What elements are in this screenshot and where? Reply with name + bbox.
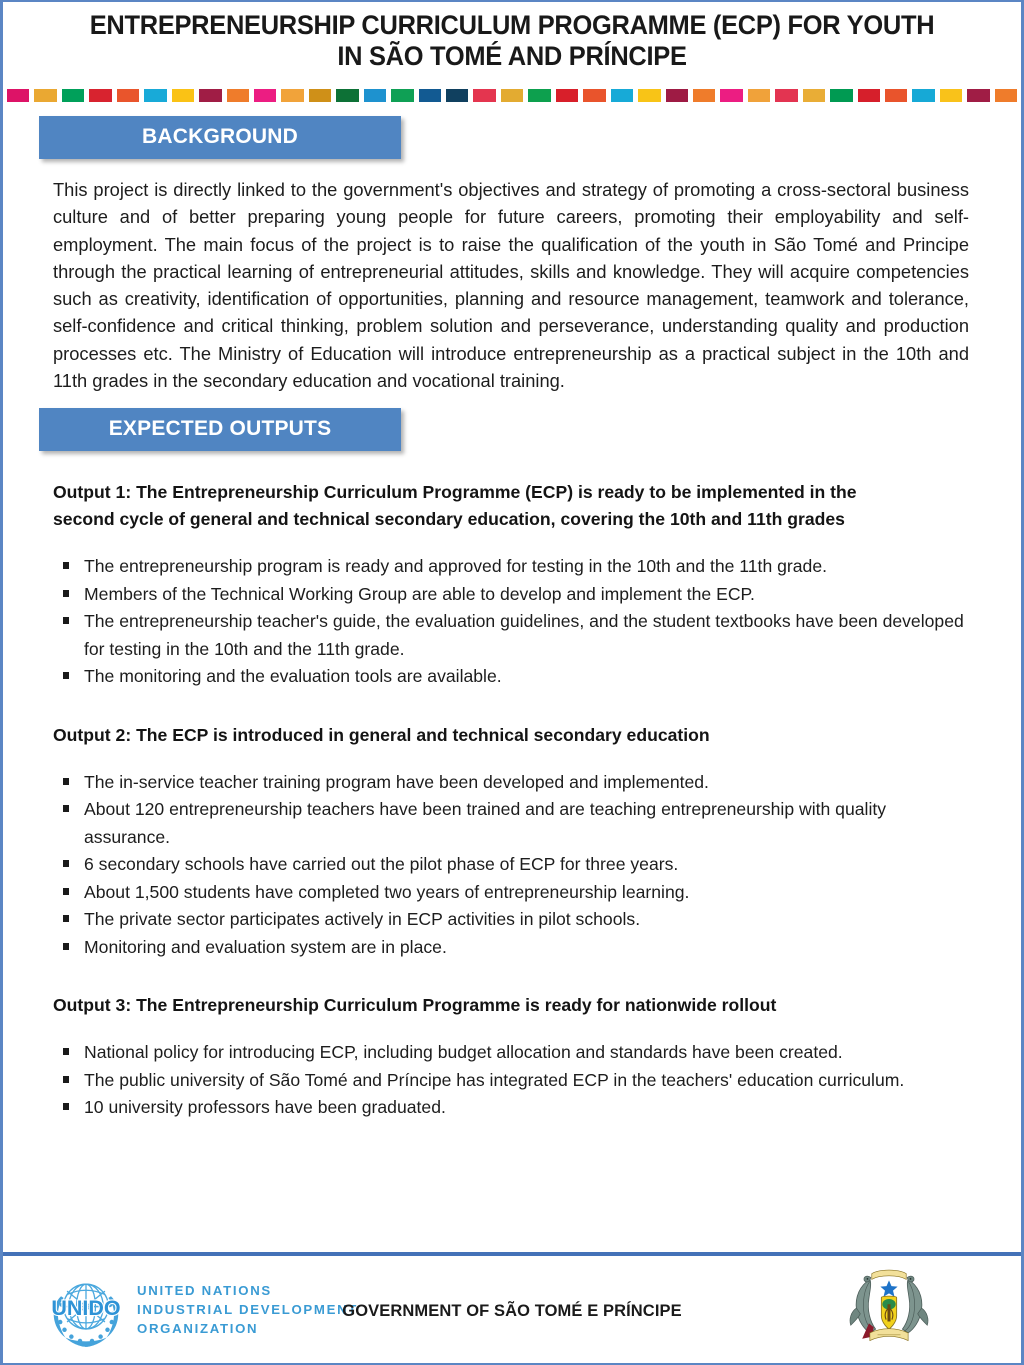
sdg-color-chip xyxy=(583,89,605,102)
list-item-text: National policy for introducing ECP, including budget allocation and standards have been created. xyxy=(84,1042,843,1063)
sdg-color-chip xyxy=(775,89,797,102)
list-item-text: About 1,500 students have completed two years of entrepreneurship learning. xyxy=(84,881,690,902)
sdg-color-chip xyxy=(254,89,276,102)
sdg-color-chip xyxy=(912,89,934,102)
spacer xyxy=(3,394,1021,408)
government-label: GOVERNMENT OF SÃO TOMÉ E PRÍNCIPE xyxy=(342,1302,682,1320)
sdg-color-chip xyxy=(995,89,1017,102)
sdg-color-chip xyxy=(89,89,111,102)
square-bullet-icon xyxy=(63,1076,69,1083)
list-item-text: 10 university professors have been graduated. xyxy=(84,1097,446,1118)
list-item-text: About 120 entrepreneurship teachers have been trained and are teaching entrepreneurship with quality assurance. xyxy=(84,799,887,847)
expected-outputs-banner-wrap xyxy=(3,408,1021,451)
list-item-text: The monitoring and the evaluation tools are available. xyxy=(84,666,502,687)
sdg-color-chip xyxy=(638,89,660,102)
list-item-text: The entrepreneurship teacher's guide, the evaluation guidelines, and the student textbooks have been developed for testing in the 10th and the 11th grade. xyxy=(84,611,964,659)
expected-outputs-banner: EXPECTED OUTPUTS xyxy=(39,408,401,451)
page-title-line-2: IN SÃO TOMÉ AND PRÍNCIPE xyxy=(337,41,687,71)
sdg-color-chip xyxy=(858,89,880,102)
square-bullet-icon xyxy=(63,888,69,895)
list-item xyxy=(53,553,969,581)
sdg-color-chip xyxy=(391,89,413,102)
spacer xyxy=(53,533,969,547)
sdg-color-chip xyxy=(967,89,989,102)
sdg-color-chip xyxy=(117,89,139,102)
spacer xyxy=(53,749,969,763)
background-banner: BACKGROUND xyxy=(39,116,401,159)
list-item-text: Members of the Technical Working Group are able to develop and implement the ECP. xyxy=(84,583,755,604)
list-item xyxy=(53,581,969,609)
sdg-color-chip xyxy=(611,89,633,102)
square-bullet-icon xyxy=(63,778,69,785)
square-bullet-icon xyxy=(63,1103,69,1110)
spacer xyxy=(3,102,1021,116)
sdg-color-chip xyxy=(885,89,907,102)
spacer xyxy=(3,451,1021,479)
expected-outputs-content xyxy=(3,479,1021,1122)
spacer xyxy=(53,1019,969,1033)
sdg-color-bar xyxy=(3,83,1021,102)
sdg-color-chip xyxy=(830,89,852,102)
list-item-text: 6 secondary schools have carried out the pilot phase of ECP for three years. xyxy=(84,854,679,875)
sdg-color-chip xyxy=(693,89,715,102)
square-bullet-icon xyxy=(63,562,69,569)
list-item-text: Monitoring and evaluation system are in place. xyxy=(84,936,447,957)
square-bullet-icon xyxy=(63,617,69,624)
background-paragraph: This project is directly linked to the government's objectives and strategy of promoting a cross-sectoral business culture and of better preparing young people for future careers, promoting their employability and self-employment. The main focus of the project is to raise the qualification of the youth in São Tomé and Principe through the practical learning of entrepreneurial attitudes, skills and knowledge. They will acquire competencies such as creativity, identification of opportunities, planning and resource management, teamwork and tolerance, self-confidence and critical thinking, problem solution and perseverance, understanding quality and production processes etc. The Ministry of Education will introduce entrepreneurship as a practical subject in the 10th and 11th grades in the secondary education and vocational training. xyxy=(53,179,969,392)
list-item xyxy=(53,608,969,663)
square-bullet-icon xyxy=(63,943,69,950)
output-bullet-list xyxy=(53,1039,969,1122)
sdg-color-chip xyxy=(803,89,825,102)
sdg-color-chip xyxy=(419,89,441,102)
background-banner-wrap xyxy=(3,116,1021,159)
spacer xyxy=(53,961,969,992)
sao-tome-coat-of-arms-icon xyxy=(841,1266,937,1354)
sdg-color-chip xyxy=(556,89,578,102)
sdg-color-chip xyxy=(501,89,523,102)
sdg-color-chip xyxy=(336,89,358,102)
output-bullet-list xyxy=(53,553,969,691)
list-item-text: The public university of São Tomé and Príncipe has integrated ECP in the teachers' education curriculum. xyxy=(84,1069,905,1090)
sdg-color-chip xyxy=(227,89,249,102)
square-bullet-icon xyxy=(63,672,69,679)
list-item-text: The private sector participates actively in ECP activities in pilot schools. xyxy=(84,909,641,930)
list-item-text: The entrepreneurship program is ready and approved for testing in the 10th and the 11th grade. xyxy=(84,556,828,577)
sdg-color-chip xyxy=(309,89,331,102)
sdg-color-chip xyxy=(666,89,688,102)
output-heading: Output 1: The Entrepreneurship Curriculum Programme (ECP) is ready to be implemented in the xyxy=(53,482,857,503)
list-item xyxy=(53,1039,969,1067)
square-bullet-icon xyxy=(63,860,69,867)
list-item xyxy=(53,1094,969,1122)
square-bullet-icon xyxy=(63,590,69,597)
list-item xyxy=(53,769,969,797)
output-heading: Output 2: The ECP is introduced in general and technical secondary education xyxy=(53,724,710,745)
page-title-line-1: ENTREPRENEURSHIP CURRICULUM PROGRAMME (ECP) FOR YOUTH xyxy=(89,10,935,40)
sdg-color-chip xyxy=(144,89,166,102)
spacer xyxy=(53,691,969,722)
sdg-color-chip xyxy=(528,89,550,102)
sdg-color-chip xyxy=(7,89,29,102)
sdg-color-chip xyxy=(34,89,56,102)
sdg-color-chip xyxy=(281,89,303,102)
page-footer xyxy=(3,1256,1021,1363)
list-item xyxy=(53,663,969,691)
output-bullet-list xyxy=(53,769,969,962)
list-item xyxy=(53,906,969,934)
sdg-color-chip xyxy=(748,89,770,102)
list-item xyxy=(53,796,969,851)
list-item xyxy=(53,879,969,907)
square-bullet-icon xyxy=(63,915,69,922)
unido-name-line-1: UNITED NATIONS xyxy=(137,1283,272,1298)
square-bullet-icon xyxy=(63,805,69,812)
background-content xyxy=(3,176,1021,394)
sdg-color-chip xyxy=(473,89,495,102)
output-heading: Output 3: The Entrepreneurship Curriculum Programme is ready for nationwide rollout xyxy=(53,995,777,1016)
sdg-color-chip xyxy=(172,89,194,102)
list-item xyxy=(53,934,969,962)
list-item xyxy=(53,1067,969,1095)
page-title xyxy=(3,2,1021,74)
list-item-text: The in-service teacher training program have been developed and implemented. xyxy=(84,771,709,792)
output-heading: second cycle of general and technical secondary education, covering the 10th and 11th grades xyxy=(53,509,845,530)
sdg-color-chip xyxy=(940,89,962,102)
sdg-color-chip xyxy=(720,89,742,102)
unido-name-line-3: ORGANIZATION xyxy=(137,1321,259,1336)
sdg-color-chip xyxy=(364,89,386,102)
sdg-color-chip xyxy=(199,89,221,102)
square-bullet-icon xyxy=(63,1048,69,1055)
unido-name-line-2: INDUSTRIAL DEVELOPMENT xyxy=(137,1302,359,1317)
sdg-color-chip xyxy=(446,89,468,102)
sdg-color-chip xyxy=(62,89,84,102)
svg-text:UNIDO: UNIDO xyxy=(51,1295,121,1320)
list-item xyxy=(53,851,969,879)
